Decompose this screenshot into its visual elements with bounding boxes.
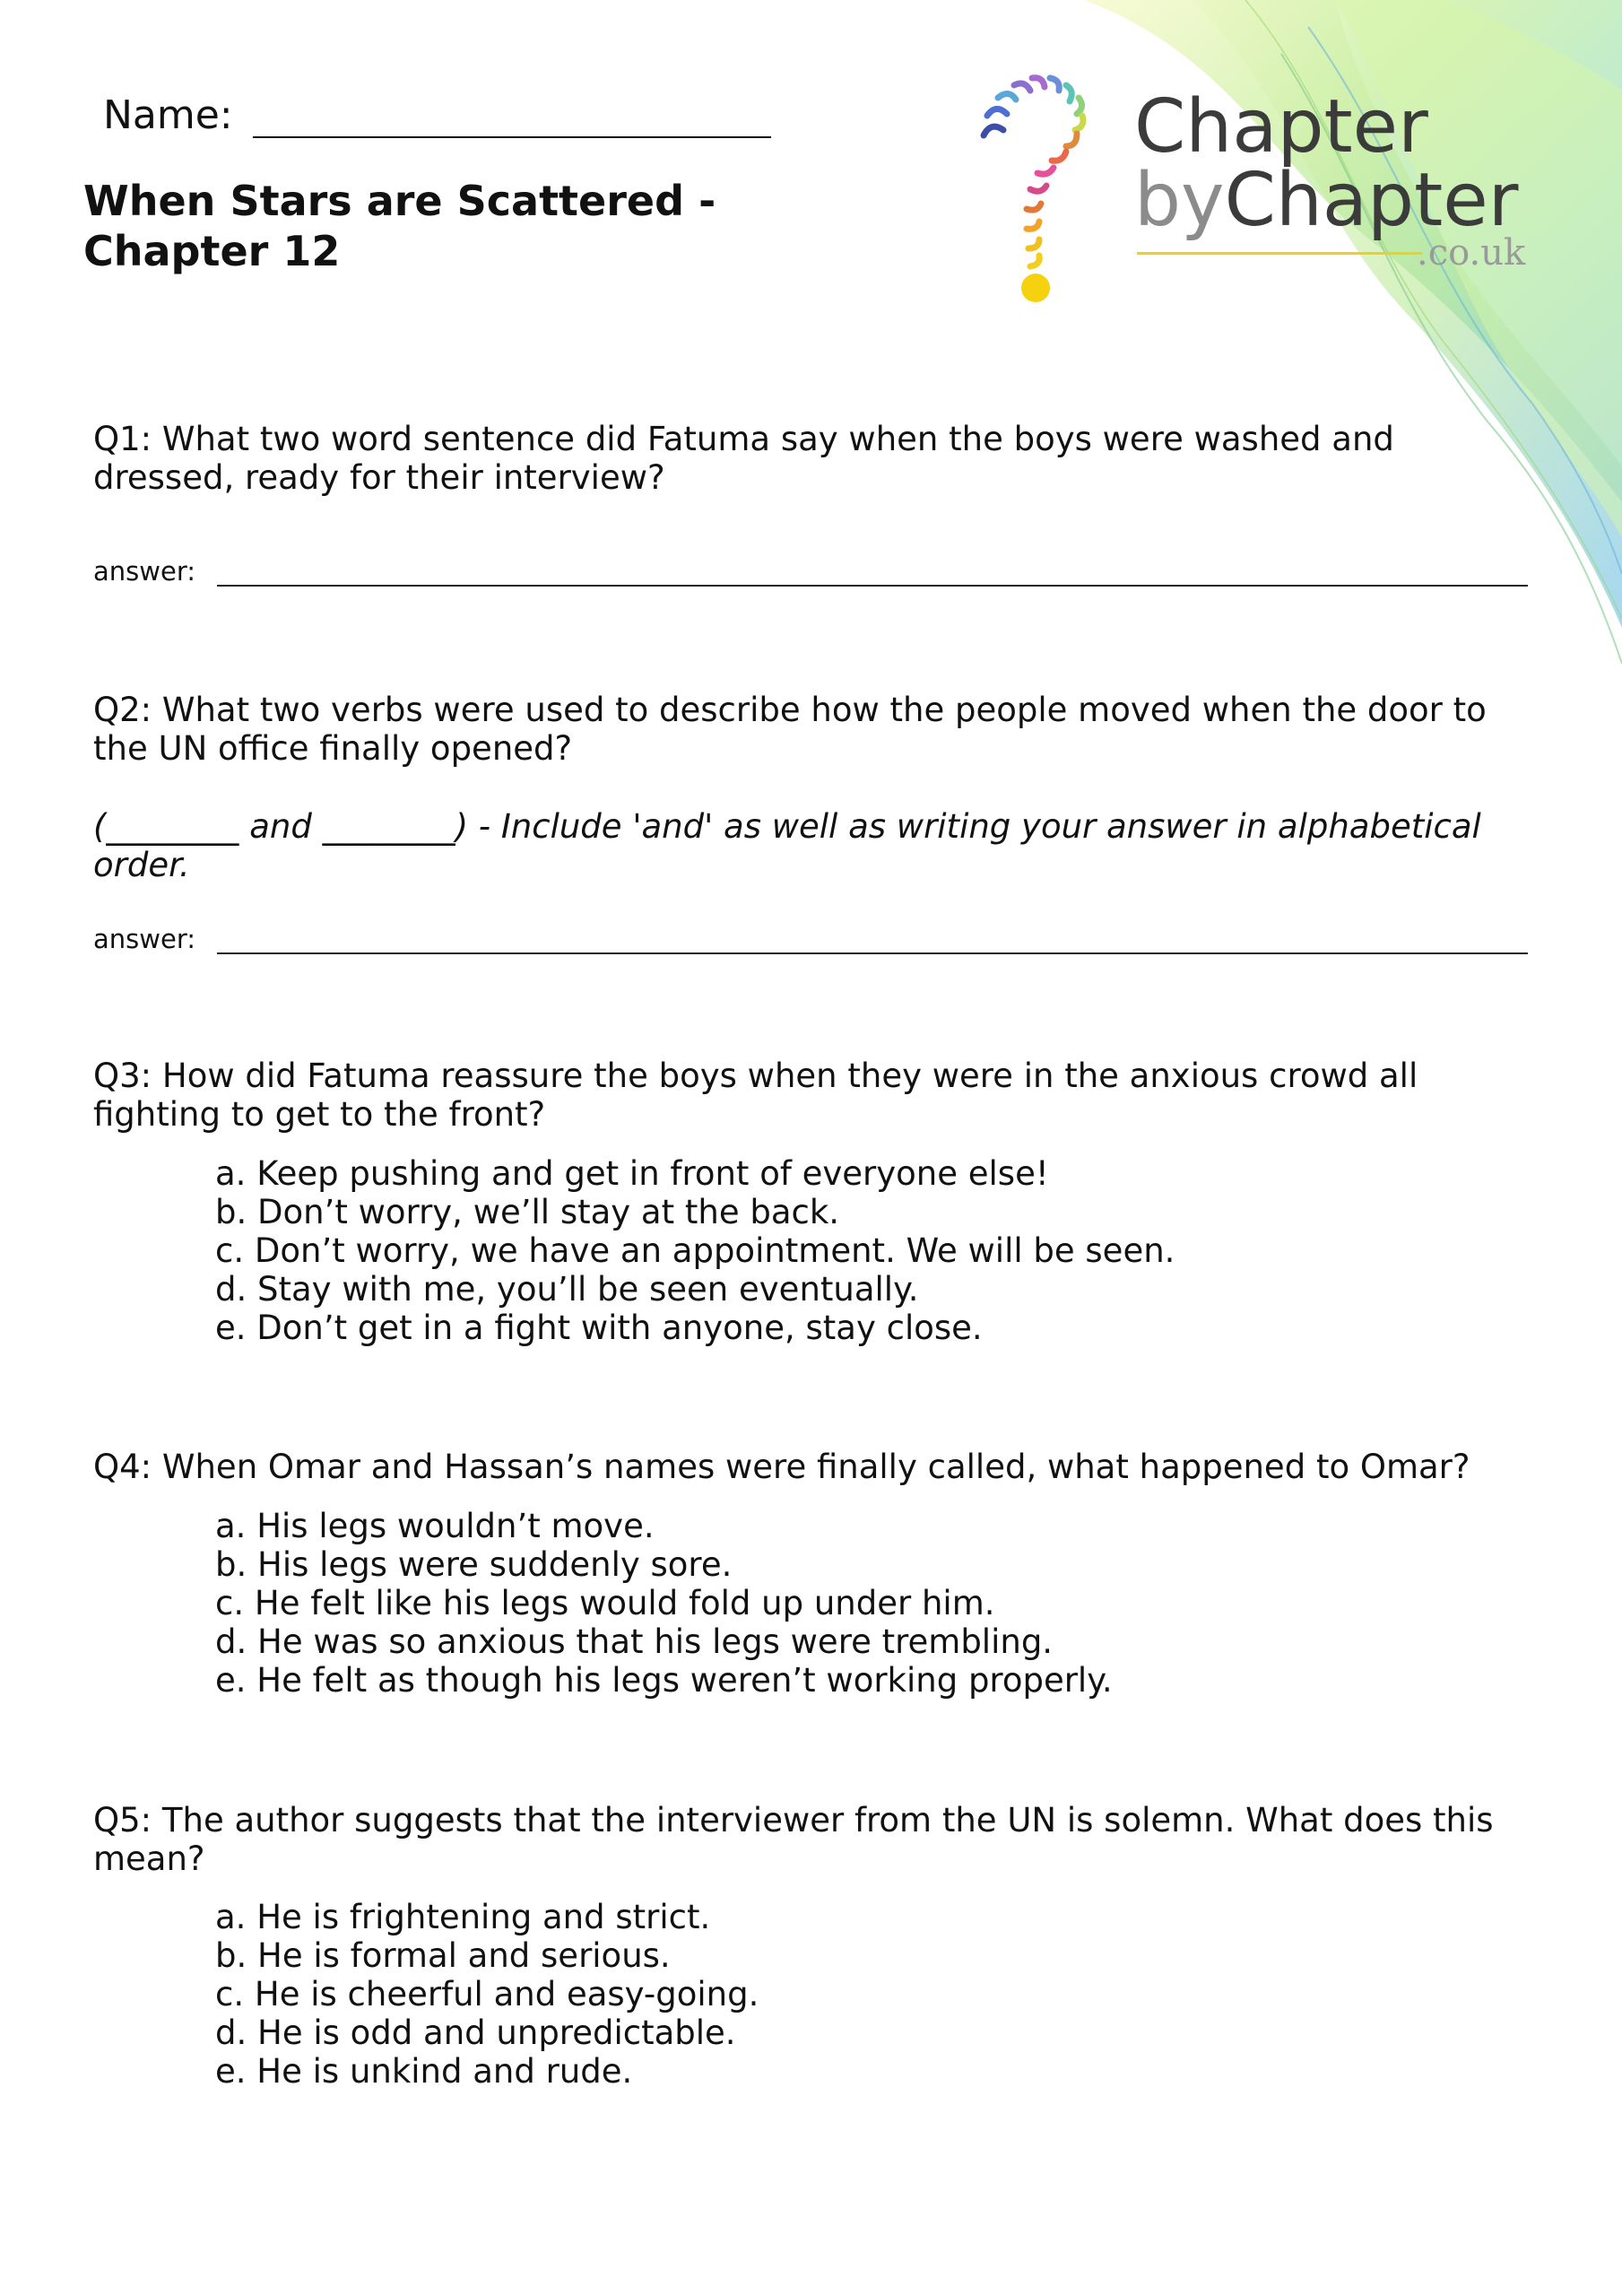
question-2-instruction: (________ and ________) - Include 'and' as well as writing your answer in alphabetical order.: [93, 807, 1481, 884]
option-b[interactable]: b. Don’t worry, we’ll stay at the back.: [215, 1193, 840, 1231]
logo-domain: .co.uk: [1417, 232, 1526, 274]
worksheet-title: When Stars are Scattered - Chapter 12: [83, 177, 716, 275]
option-c[interactable]: c. He is cheerful and easy-going.: [215, 1975, 759, 2013]
question-3-options: [215, 1154, 1175, 1347]
option-c[interactable]: c. Don’t worry, we have an appointment. We will be seen.: [215, 1231, 1175, 1270]
logo-text-by-chapter: [1134, 158, 1519, 243]
logo-text-chapter-2: Chapter: [1224, 158, 1519, 243]
option-b[interactable]: b. He is formal and serious.: [215, 1936, 671, 1975]
option-d[interactable]: d. He is odd and unpredictable.: [215, 2013, 736, 2052]
answer-row-1: [93, 556, 1528, 587]
answer-label: answer:: [93, 924, 196, 954]
name-label: Name:: [103, 92, 233, 138]
option-c[interactable]: c. He felt like his legs would fold up under him.: [215, 1584, 995, 1622]
name-field-row: [103, 91, 771, 138]
question-4-options: [215, 1507, 1113, 1700]
logo-text-chapter: Chapter: [1134, 84, 1428, 170]
question-1: Q1: What two word sentence did Fatuma say when the boys were washed and dressed, ready for their interview?: [93, 420, 1394, 497]
option-a[interactable]: a. Keep pushing and get in front of everyone else!: [215, 1154, 1049, 1193]
logo-underline: [1137, 252, 1422, 255]
option-e[interactable]: e. He felt as though his legs weren’t working properly.: [215, 1661, 1113, 1700]
option-b[interactable]: b. His legs were suddenly sore.: [215, 1545, 733, 1584]
question-2: Q2: What two verbs were used to describe how the people moved when the door to the UN office finally opened?: [93, 691, 1487, 768]
logo-text-by: by: [1134, 158, 1225, 243]
option-d[interactable]: d. He was so anxious that his legs were trembling.: [215, 1622, 1054, 1661]
option-a[interactable]: a. He is frightening and strict.: [215, 1898, 711, 1936]
question-5-options: [215, 1898, 759, 2091]
answer-label: answer:: [93, 556, 196, 587]
book-question-mark-icon: [964, 49, 1125, 318]
name-input-line[interactable]: [253, 91, 771, 138]
question-5: Q5: The author suggests that the interviewer from the UN is solemn. What does this mean?: [93, 1801, 1494, 1878]
option-e[interactable]: e. Don’t get in a fight with anyone, stay close.: [215, 1309, 983, 1347]
option-e[interactable]: e. He is unkind and rude.: [215, 2052, 633, 2091]
answer-row-2: [93, 924, 1528, 954]
option-a[interactable]: a. His legs wouldn’t move.: [215, 1507, 655, 1545]
option-d[interactable]: d. Stay with me, you’ll be seen eventually.: [215, 1270, 919, 1309]
answer-line-2[interactable]: [217, 935, 1528, 954]
chapter-by-chapter-logo: [964, 49, 1556, 318]
answer-line-1[interactable]: [217, 567, 1528, 587]
question-3: Q3: How did Fatuma reassure the boys when they were in the anxious crowd all fighting to get to the front?: [93, 1057, 1418, 1134]
question-4: Q4: When Omar and Hassan’s names were finally called, what happened to Omar?: [93, 1448, 1470, 1486]
